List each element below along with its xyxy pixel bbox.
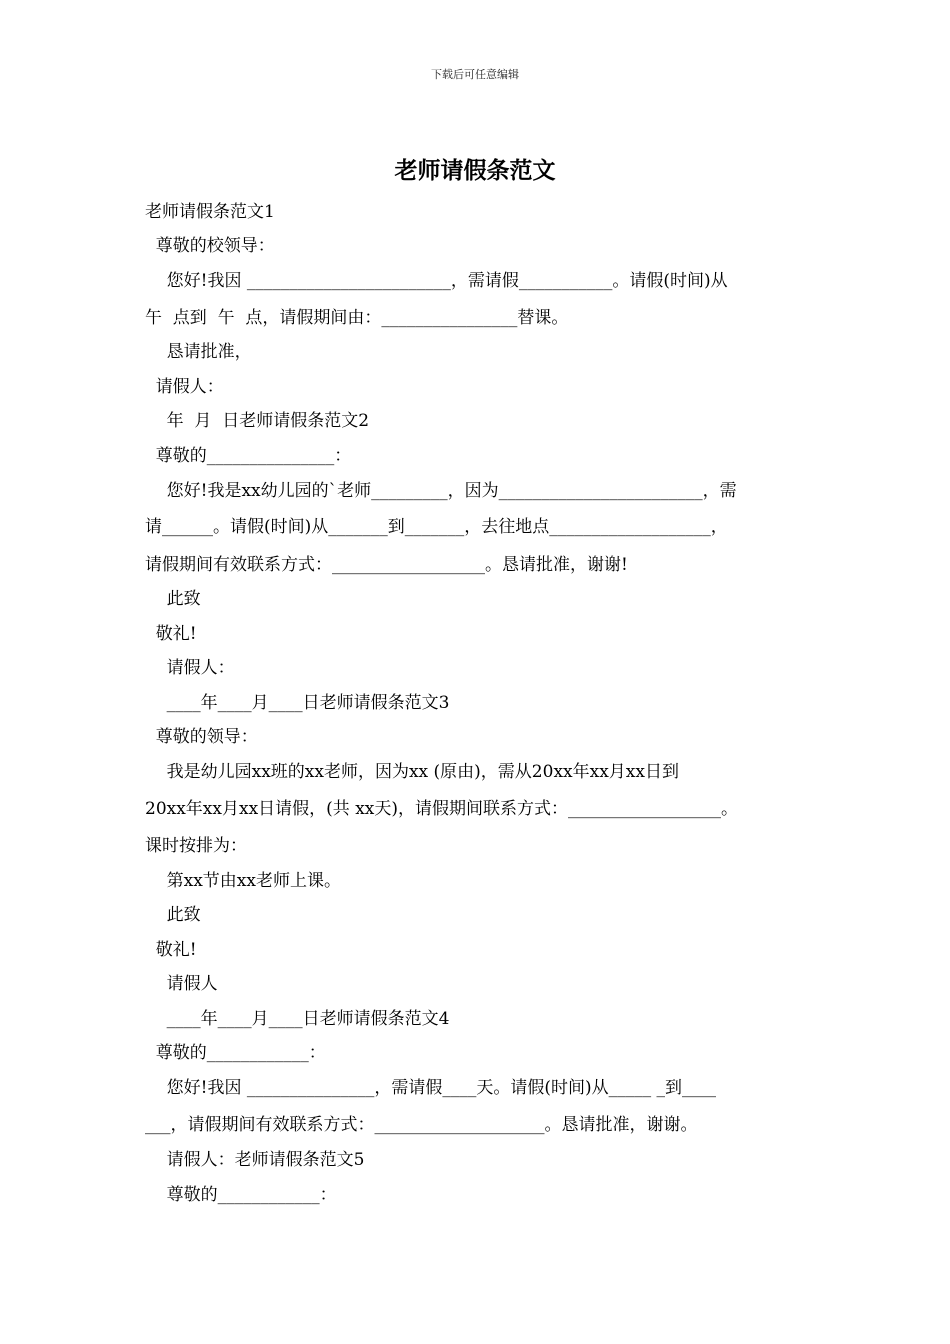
text-line: ___，请假期间有效联系方式：____________________。恳请批准，谢谢。 [145,1115,698,1135]
text-line: 课时按排为： [145,836,247,856]
text-line: 恳请批准， [145,342,252,362]
text-line: ____年____月____日老师请假条范文4 [145,1009,450,1029]
text-line: 敬礼! [145,624,197,644]
text-line: 请______。请假(时间)从_______到_______，去往地点___________________， [145,517,728,537]
text-line: 此致 [145,589,201,609]
text-line: 请假期间有效联系方式：__________________。恳请批准，谢谢! [145,555,628,575]
text-line: 年 月 日老师请假条范文2 [145,411,370,431]
text-line: 老师请假条范文1 [145,202,275,222]
text-line: 尊敬的校领导： [145,236,275,256]
text-line: 请假人： [145,658,235,678]
text-line: ____年____月____日老师请假条范文3 [145,693,450,713]
document-title: 老师请假条范文 [394,157,556,184]
text-line: 您好!我因 _______________，需请假____天。请假(时间)从_____ _到____ [145,1078,717,1098]
text-line: 午 点到 午 点，请假期间由：________________替课。 [145,308,569,328]
text-line: 尊敬的____________： [145,1043,326,1063]
text-line: 尊敬的____________： [145,1185,337,1205]
page-header-note: 下载后可任意编辑 [431,68,519,81]
text-line: 请假人：老师请假条范文5 [145,1150,365,1170]
text-line: 尊敬的_______________： [145,446,352,466]
text-line: 请假人： [145,377,224,397]
text-line: 第xx节由xx老师上课。 [145,871,341,891]
text-line: 20xx年xx月xx日请假，(共 xx天)，请假期间联系方式：__________________。 [145,799,738,819]
text-line: 您好!我是xx幼儿园的`老师_________，因为________________________，需 [145,481,737,501]
text-line: 您好!我因 ________________________，需请假___________。请假(时间)从 [145,271,728,291]
text-line: 此致 [145,905,201,925]
text-line: 尊敬的领导： [145,727,258,747]
text-line: 敬礼! [145,940,197,960]
text-line: 我是幼儿园xx班的xx老师，因为xx (原由)，需从20xx年xx月xx日到 [145,762,679,782]
text-line: 请假人 [145,974,218,994]
